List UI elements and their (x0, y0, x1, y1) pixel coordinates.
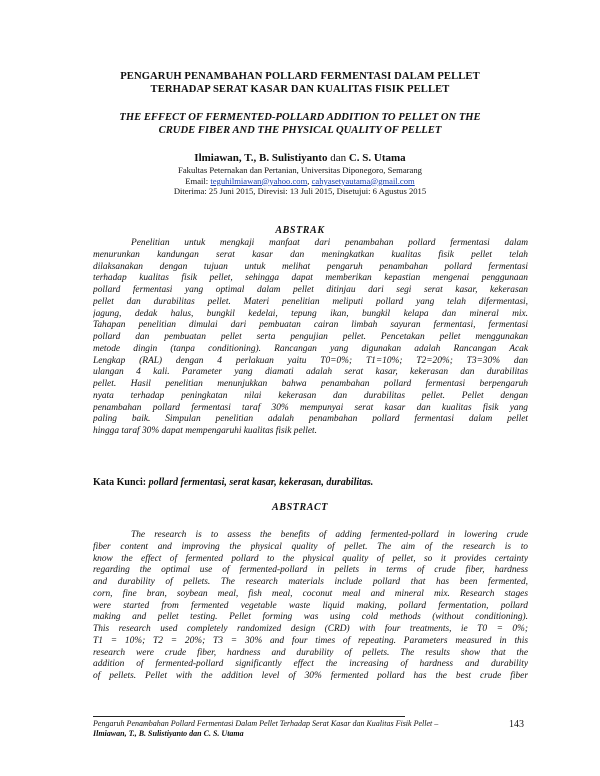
abstrak-line: pollard fermentasi yang optimal dalam pellet ditinjau dari segi serat kasar, kekerasan (93, 285, 528, 295)
submission-dates: Diterima: 25 Juni 2015, Direvisi: 13 Juli 2015, Disetujui: 6 Agustus 2015 (173, 186, 427, 197)
footer-authors: Ilmiawan, T., B. Sulistiyanto dan C. S. Utama (93, 729, 244, 738)
title-id-line: TERHADAP SERAT KASAR DAN KUALITAS FISIK PELLET (150, 84, 450, 95)
abstract-line: corn, fine bran, soybean meal, fish meal, coconut meal and mineral mix. Research stages (93, 588, 528, 599)
abstrak-line: hingga taraf 30% dapat mempengaruhi kualitas fisik pellet. (93, 426, 317, 436)
abstract-heading: ABSTRACT (272, 502, 328, 513)
abstract-line: fiber content and improving the physical quality of pellet. The aim of the research is to (93, 541, 528, 552)
email-label: Email: (185, 175, 209, 186)
running-footer (93, 719, 513, 739)
author-names: Ilmiawan, T., B. Sulistiyanto (194, 152, 328, 164)
page-number: 143 (509, 719, 524, 730)
abstrak-heading: ABSTRAK (275, 225, 325, 236)
abstrak-line: jagung, dedak halus, bungkil kedelai, tepung ikan, bungkil kelapa dan mineral mix. (93, 308, 528, 319)
keywords (93, 477, 373, 488)
abstrak-line: dilaksanakan dengan tujuan untuk melihat pengaruh penambahan pollard fermentasi (93, 261, 528, 272)
abstract-paragraph (93, 530, 528, 683)
abstract-line: regarding the optimal use of fermented-pollard in pellets in terms of crude fiber, hardness (93, 565, 528, 576)
abstrak-line: metode dingin (tanpa conditioning). Rancangan yang digunakan adalah Rancangan Acak (93, 343, 528, 354)
keywords-value: pollard fermentasi, serat kasar, kekerasan, durabilitas. (148, 477, 374, 488)
abstrak-line: terhadap kualitas fisik pellet, sehingga dapat memberikan kepastian mengenai penggunaan (93, 273, 528, 284)
abstract-line: making and pellet testing. Pellet forming was using cold methods (without conditioning). (93, 612, 528, 623)
abstrak-line: penambahan pollard fermentasi taraf 30% mempunyai serat kasar dan kualitas fisik yang (93, 402, 528, 413)
keywords-label: Kata Kunci: (93, 477, 147, 488)
title-en-line: CRUDE FIBER AND THE PHYSICAL QUALITY OF PELLET (158, 125, 442, 136)
abstract-line: of pellets. Pellet with the addition level of 30% fermented pollard has the best crude fiber (93, 671, 528, 681)
affiliation-block (80, 165, 520, 197)
abstrak-paragraph (93, 238, 528, 438)
email-link-1[interactable]: teguhilmiawan@yahoo.com (210, 175, 308, 186)
abstract-line: This research used completely randomized design (CRD) with four treatments, ie T0 = 0%; (93, 624, 528, 634)
author-separator: dan (330, 152, 347, 164)
title-english (80, 111, 520, 137)
footer-rule (93, 716, 405, 717)
abstrak-line: Penelitian untuk mengkaji manfaat dari penambahan pollard fermentasi dalam (131, 238, 528, 248)
title-en-line: THE EFFECT OF FERMENTED-POLLARD ADDITION TO PELLET ON THE (119, 112, 481, 123)
email-line: Email: teguhilmiawan@yahoo.com, cahyasetyautama@gmail.com (185, 175, 415, 186)
abstrak-line: Lengkap (RAL) dengan 4 perlakuan yaitu T0=0%; T1=10%; T2=20%; T3=30% dan (93, 355, 528, 366)
affiliation: Fakultas Peternakan dan Pertanian, Universitas Diponegoro, Semarang (178, 165, 422, 175)
abstrak-line: pellet dan durabilitas pellet. Materi penelitian meliputi pollard yang telah difermentasi, (93, 296, 528, 307)
abstract-line: The research is to assess the benefits of adding fermented-pollard in lowering crude (131, 530, 528, 540)
email-link-2[interactable]: cahyasetyautama@gmail.com (311, 175, 415, 186)
abstract-line: addition of fermented-pollard significantly effect the increasing of hardness and durability (93, 659, 528, 670)
abstract-line: and durability of pellets. The research materials include pollard that has been fermented, (93, 577, 528, 587)
abstrak-line: pellet. Hasil penelitian menunjukkan bahwa penambahan pollard fermentasi berpengaruh (93, 379, 528, 389)
footer-title: Pengaruh Penambahan Pollard Fermentasi Dalam Pellet Terhadap Serat Kasar dan Kualitas Fisik Pellet – (93, 719, 439, 728)
abstrak-line: menurunkan kandungan serat kasar dan meningkatkan kualitas fisik pellet telah (93, 249, 528, 260)
abstract-line: know the effect of fermented pollard to the physical quality of pellet, so it provides certainty (93, 553, 528, 564)
title-id-line: PENGARUH PENAMBAHAN POLLARD FERMENTASI DALAM PELLET (120, 71, 480, 82)
abstrak-line: nyata terhadap peningkatan nilai kekerasan dan durabilitas pellet. Pellet dengan (93, 390, 528, 401)
abstrak-line: pollard dan pembuatan pellet serta pengujian pellet. Pencetakan pellet menggunakan (93, 332, 528, 342)
title-indonesian (80, 70, 520, 96)
abstrak-line: ulangan 4 kali. Parameter yang diamati adalah serat kasar, kekerasan dan durabilitas (93, 367, 528, 378)
author-last: C. S. Utama (348, 152, 406, 164)
abstrak-line: paling baik. Simpulan penelitian adalah penambahan pollard fermentasi dalam pellet (93, 414, 528, 425)
author-line (80, 152, 520, 165)
abstract-line: were started from fermented vegetable waste liquid making, pollard fermentation, pollard (93, 600, 528, 611)
abstract-line: research were crude fiber, hardness and durability of pellets. The results show that the (93, 647, 528, 658)
abstrak-line: Tahapan penelitian dimulai dari pembuatan cairan limbah sayuran fermentasi, fermentasi (93, 320, 528, 331)
abstract-line: T1 = 10%; T2 = 20%; T3 = 30% and four times of repeating. Parameters measured in this (93, 635, 528, 646)
